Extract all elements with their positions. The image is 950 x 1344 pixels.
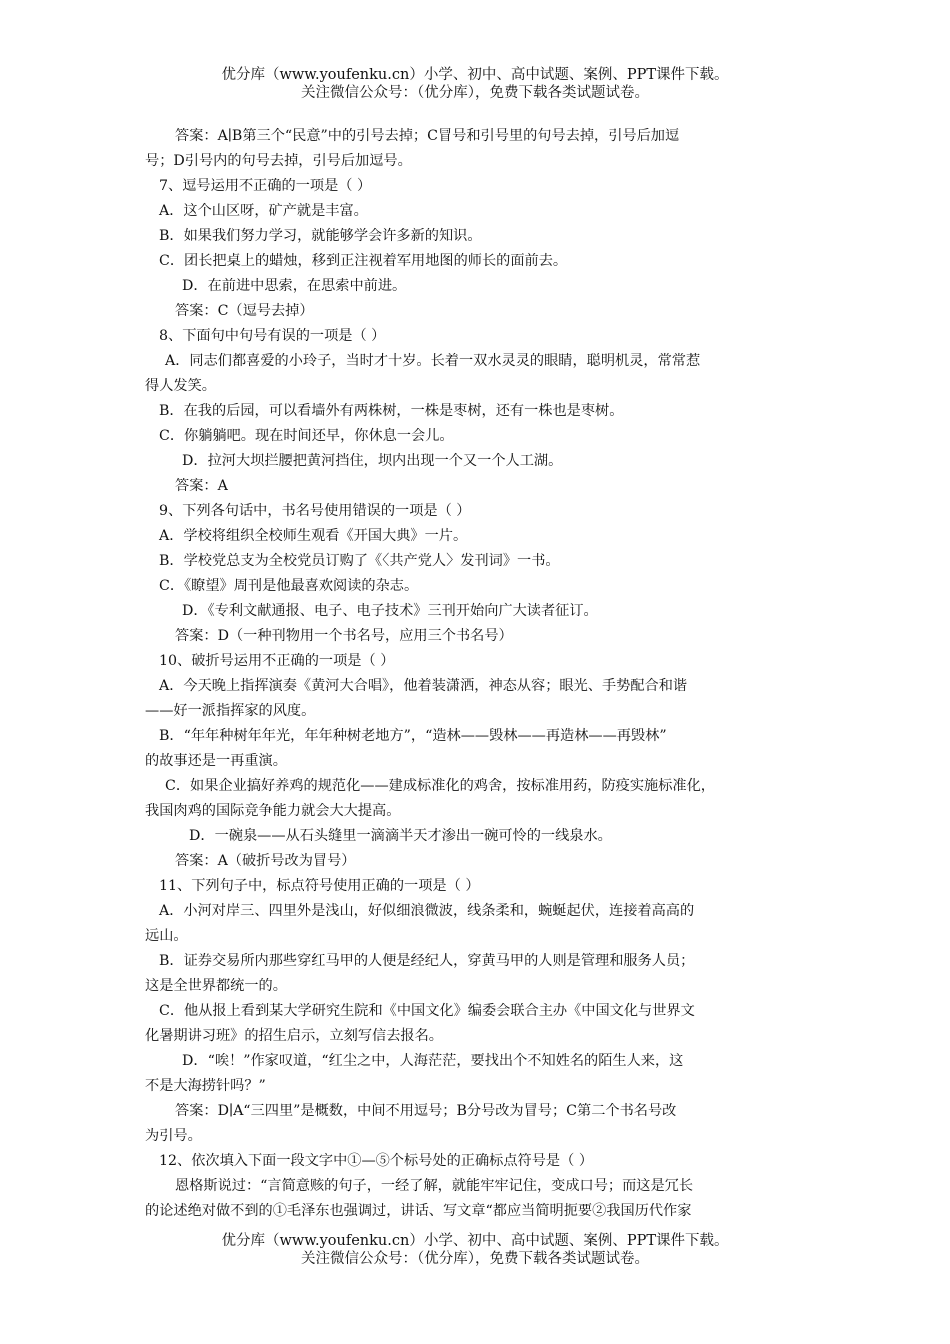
- text-line: 得人发笑。: [145, 378, 216, 394]
- footer-line-1: 优分库（www.youfenku.cn）小学、初中、高中试题、案例、PPT课件下载。: [221, 1233, 729, 1249]
- text-line: A．学校将组织全校师生观看《开国大典》一片。: [159, 528, 468, 544]
- text-line: 号；D引号内的句号去掉，引号后加逗号。: [145, 153, 412, 169]
- text-line: 答案：D（一种刊物用一个书名号，应用三个书名号）: [175, 628, 513, 644]
- text-line: B．学校党总支为全校党员订购了《〈共产党人〉发刊词》一书。: [159, 553, 560, 569]
- text-line: 答案：A∣B第三个“民意”中的引号去掉；C冒号和引号里的句号去掉，引号后加逗: [175, 128, 680, 144]
- text-line: B．证券交易所内那些穿红马甲的人便是经纪人，穿黄马甲的人则是管理和服务人员；: [159, 953, 695, 969]
- text-line: 11、下列句子中，标点符号使用正确的一项是（ ）: [159, 878, 480, 894]
- text-line: 恩格斯说过：“言简意赅的句子，一经了解，就能牢牢记住，变成口号；而这是冗长: [175, 1178, 694, 1194]
- text-line: B．“年年种树年年光，年年种树老地方”，“造林——毁林——再造林——再毁林”: [159, 728, 667, 744]
- text-line: 12、依次填入下面一段文字中①—⑤个标号处的正确标点符号是（ ）: [159, 1153, 594, 1169]
- text-line: 答案：C（逗号去掉）: [175, 303, 314, 319]
- text-line: 为引号。: [145, 1128, 202, 1144]
- text-line: 7、逗号运用不正确的一项是（ ）: [159, 178, 372, 194]
- page-footer: [0, 1232, 950, 1268]
- text-line: 化暑期讲习班》的招生启示，立刻写信去报名。: [145, 1028, 443, 1044]
- text-line: C．团长把桌上的蜡烛，移到正注视着军用地图的师长的面前去。: [159, 253, 568, 269]
- header-line-2: 关注微信公众号：（优分库），免费下载各类试题试卷。: [301, 85, 649, 101]
- text-line: A．同志们都喜爱的小玲子，当时才十岁。长着一双水灵灵的眼睛，聪明机灵，常常惹: [165, 353, 701, 369]
- text-line: 8、下面句中句号有误的一项是（ ）: [159, 328, 386, 344]
- text-line: D．一碗泉——从石头缝里一滴滴半天才渗出一碗可怜的一线泉水。: [189, 828, 612, 844]
- page-header: [0, 66, 950, 102]
- text-line: ——好一派指挥家的风度。: [145, 703, 316, 719]
- text-line: D．在前进中思索，在思索中前进。: [182, 278, 407, 294]
- text-line: C．《瞭望》周刊是他最喜欢阅读的杂志。: [159, 578, 419, 594]
- text-line: A．小河对岸三、四里外是浅山，好似细浪微波，线条柔和，蜿蜒起伏，连接着高高的: [159, 903, 695, 919]
- text-line: 答案：D∣A“三四里”是概数，中间不用逗号；B分号改为冒号；C第二个书名号改: [175, 1103, 677, 1119]
- text-line: C．如果企业搞好养鸡的规范化——建成标准化的鸡舍，按标准用药，防疫实施标准化，: [165, 778, 715, 794]
- footer-line-2: 关注微信公众号：（优分库），免费下载各类试题试卷。: [301, 1251, 649, 1267]
- text-line: C．你躺躺吧。现在时间还早，你休息一会儿。: [159, 428, 454, 444]
- text-line: C．他从报上看到某大学研究生院和《中国文化》编委会联合主办《中国文化与世界文: [159, 1003, 695, 1019]
- text-line: 9、下列各句话中，书名号使用错误的一项是（ ）: [159, 503, 471, 519]
- text-line: 的故事还是一再重演。: [145, 753, 287, 769]
- text-line: D．拉河大坝拦腰把黄河挡住，坝内出现一个又一个人工湖。: [182, 453, 563, 469]
- text-line: 这是全世界都统一的。: [145, 978, 287, 994]
- text-line: A．这个山区呀，矿产就是丰富。: [159, 203, 368, 219]
- text-line: D．《专利文献通报、电子、电子技术》三刊开始向广大读者征订。: [182, 603, 598, 619]
- header-line-1: 优分库（www.youfenku.cn）小学、初中、高中试题、案例、PPT课件下载。: [221, 67, 729, 83]
- text-line: A．今天晚上指挥演奏《黄河大合唱》，他着装潇洒，神态从容；眼光、手势配合和谐: [159, 678, 688, 694]
- text-line: 远山。: [145, 928, 188, 944]
- text-line: 答案：A: [175, 478, 228, 494]
- text-line: B．如果我们努力学习，就能够学会许多新的知识。: [159, 228, 482, 244]
- text-line: 的论述绝对做不到的①毛泽东也强调过，讲话、写文章“都应当简明扼要②我国历代作家: [145, 1203, 692, 1219]
- text-line: 我国肉鸡的国际竞争能力就会大大提高。: [145, 803, 401, 819]
- text-line: 不是大海捞针吗？”: [145, 1078, 266, 1094]
- text-line: 答案：A（破折号改为冒号）: [175, 853, 356, 869]
- text-line: 10、破折号运用不正确的一项是（ ）: [159, 653, 395, 669]
- text-line: D．“唉！”作家叹道，“红尘之中，人海茫茫，要找出个不知姓名的陌生人来，这: [182, 1053, 684, 1069]
- text-line: B．在我的后园，可以看墙外有两株树，一株是枣树，还有一株也是枣树。: [159, 403, 624, 419]
- document-body: [145, 124, 810, 1224]
